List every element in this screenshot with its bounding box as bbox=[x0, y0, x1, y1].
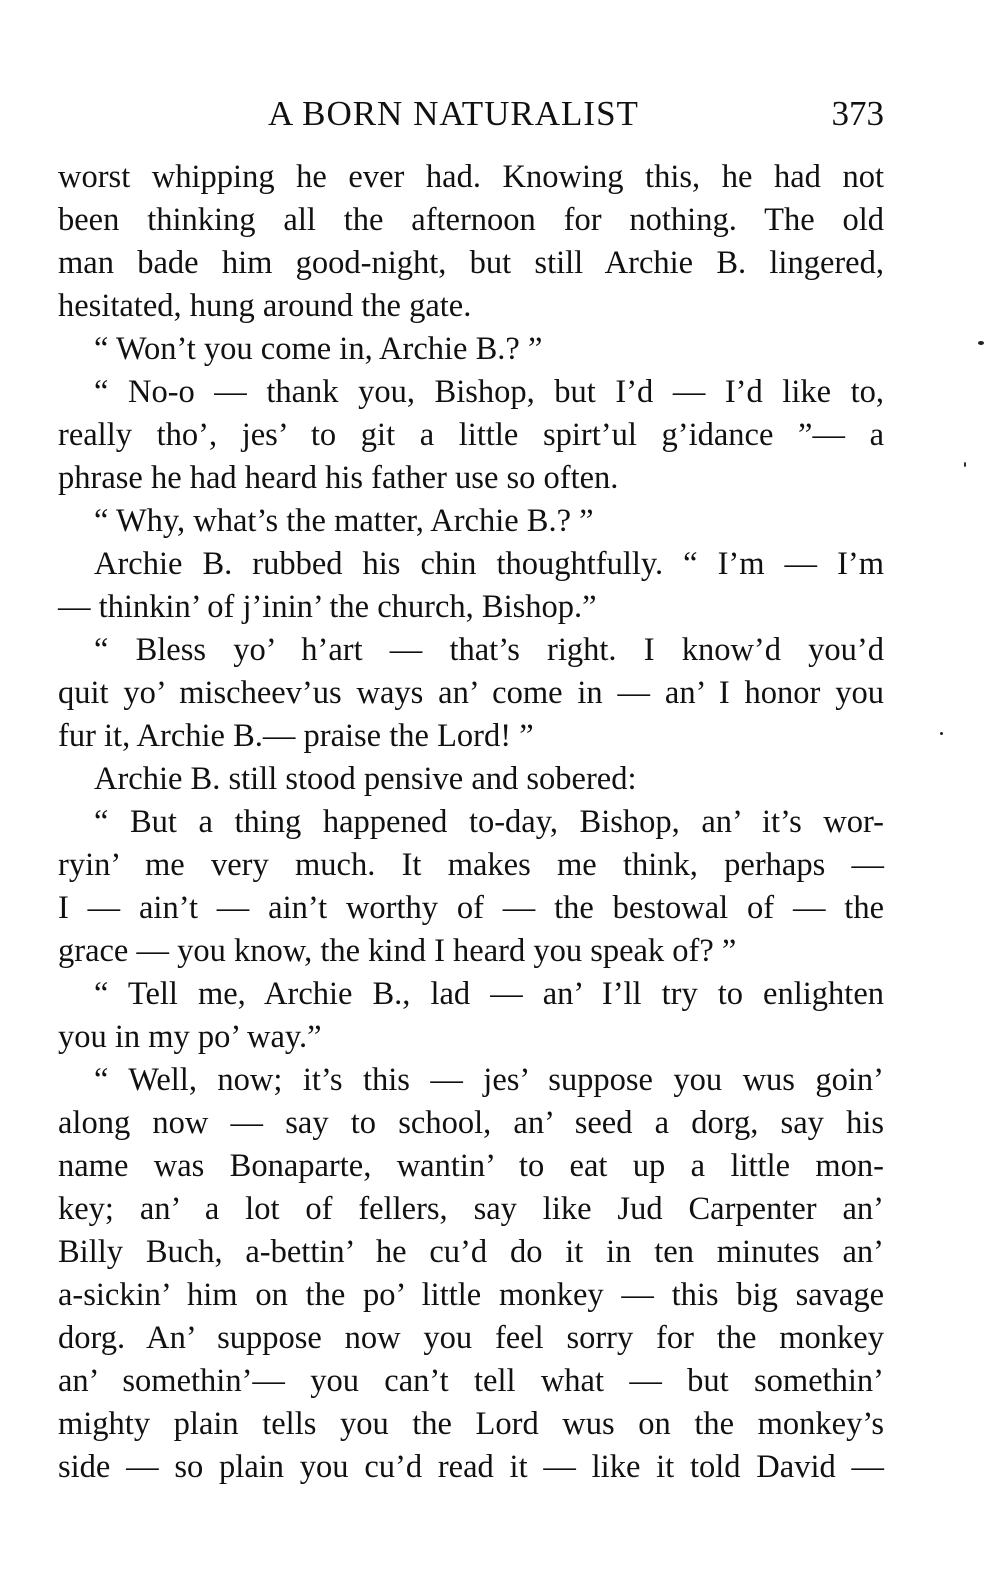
running-head bbox=[58, 86, 884, 156]
text-line: phrase he had heard his father use so often. bbox=[58, 460, 619, 496]
book-page bbox=[58, 86, 884, 1489]
scan-speck bbox=[940, 732, 943, 735]
running-title: A BORN NATURALIST bbox=[268, 94, 639, 133]
text-line: ryin’ me very much. It makes me think, perhaps — bbox=[58, 847, 884, 883]
text-line: along now — say to school, an’ seed a dorg, say his bbox=[58, 1105, 884, 1141]
text-line: “ Bless yo’ h’art — that’s right. I know’d you’d bbox=[94, 632, 884, 668]
text-line: been thinking all the afternoon for nothing. The old bbox=[58, 202, 884, 238]
text-line: grace — you know, the kind I heard you speak of? ” bbox=[58, 933, 737, 969]
text-line: Archie B. rubbed his chin thoughtfully. “ I’m — I’m bbox=[94, 546, 884, 582]
text-line: man bade him good-night, but still Archie B. lingered, bbox=[58, 245, 884, 281]
text-line: “ No-o — thank you, Bishop, but I’d — I’d like to, bbox=[94, 374, 884, 410]
text-line: “ But a thing happened to-day, Bishop, an’ it’s wor- bbox=[94, 804, 884, 840]
scan-speck bbox=[964, 462, 966, 467]
text-line: I — ain’t — ain’t worthy of — the bestowal of — the bbox=[58, 890, 884, 926]
body-text bbox=[58, 156, 884, 1489]
text-line: hesitated, hung around the gate. bbox=[58, 288, 472, 324]
text-line: “ Why, what’s the matter, Archie B.? ” bbox=[94, 503, 594, 539]
text-line: fur it, Archie B.— praise the Lord! ” bbox=[58, 718, 534, 754]
text-line: “ Tell me, Archie B., lad — an’ I’ll try to enlighten bbox=[94, 976, 884, 1012]
text-line: an’ somethin’— you can’t tell what — but somethin’ bbox=[58, 1363, 884, 1399]
text-line: — thinkin’ of j’inin’ the church, Bishop.” bbox=[58, 589, 597, 625]
text-line: a-sickin’ him on the po’ little monkey — this big savage bbox=[58, 1277, 884, 1313]
text-line: really tho’, jes’ to git a little spirt’ul g’idance ”— a bbox=[58, 417, 884, 453]
text-line: key; an’ a lot of fellers, say like Jud Carpenter an’ bbox=[58, 1191, 884, 1227]
text-line: Archie B. still stood pensive and sobered: bbox=[94, 761, 637, 797]
text-line: Billy Buch, a-bettin’ he cu’d do it in ten minutes an’ bbox=[58, 1234, 884, 1270]
text-line: quit yo’ mischeev’us ways an’ come in — an’ I honor you bbox=[58, 675, 884, 711]
text-line: you in my po’ way.” bbox=[58, 1019, 322, 1055]
text-line: dorg. An’ suppose now you feel sorry for the monkey bbox=[58, 1320, 884, 1356]
text-line: side — so plain you cu’d read it — like it told David — bbox=[58, 1449, 884, 1485]
text-line: worst whipping he ever had. Knowing this, he had not bbox=[58, 159, 884, 195]
page-number: 373 bbox=[831, 94, 884, 133]
text-line: name was Bonaparte, wantin’ to eat up a little mon- bbox=[58, 1148, 884, 1184]
text-line: “ Won’t you come in, Archie B.? ” bbox=[94, 331, 543, 367]
scan-speck bbox=[978, 341, 984, 345]
text-line: mighty plain tells you the Lord wus on the monkey’s bbox=[58, 1406, 884, 1442]
text-line: “ Well, now; it’s this — jes’ suppose you wus goin’ bbox=[94, 1062, 884, 1098]
